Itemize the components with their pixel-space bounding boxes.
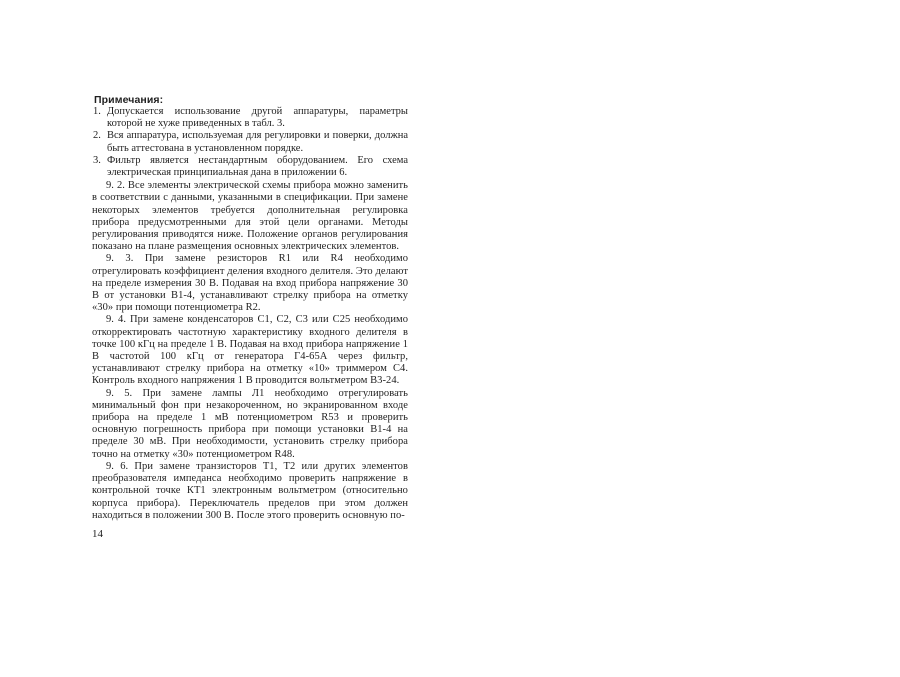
note-number: 3. [93,154,101,166]
note-text: Вся аппаратура, используемая для регулировки и поверки, должна быть аттестована в установленном порядке. [107,130,408,154]
note-number: 1. [93,106,101,117]
paragraph-9-4: 9. 4. При замене конденсаторов С1, С2, С3 или С25 необходимо откорректировать частотную характеристику входного делителя в точке 100 кГц на пределе 1 В. Подавая на вход прибора напряжение 1 В частотой 100 кГц от генератора Г4-65А через фильтр, устанавливают стрелку прибора на отметку «10» триммером С4. Контроль входного напряжения 1 В проводится вольтметром В3-24. [92,314,408,387]
notes-title: Примечания: [94,94,164,106]
paragraph-9-3: 9. 3. При замене резисторов R1 или R4 необходимо отрегулировать коэффициент деления входного делителя. Это делают на пределе измерения 30 В. Подавая на вход прибора напряжение 30 В от установки В1-4, устанавливают стрелку прибора на отметку «30» при помощи потенциометра R2. [92,253,408,314]
note-item [92,155,408,179]
note-item [92,106,408,130]
paragraph-9-6: 9. 6. При замене транзисторов Т1, Т2 или других элементов преобразователя импеданса необходимо проверить напряжение в контрольной точке КТ1 электронным вольтметром (относительно корпуса прибора). Переключатель пределов при этом должен находиться в положении 300 В. После этого проверить основную по- [92,460,408,521]
paragraph-9-5: 9. 5. При замене лампы Л1 необходимо отрегулировать минимальный фон при незакороченном, но экранированном входе прибора на пределе 1 мВ потенциометром R53 и проверить основную погрешность прибора при помощи установки В1-4 на пределе 30 мВ. При необходимости, установить стрелку прибора точно на отметку «30» потенциометром R48. [92,387,408,460]
note-text: Фильтр является нестандартным оборудованием. Его схема электрическая принципиальная дана в приложении 6. [107,154,408,179]
page-number: 14 [92,527,103,540]
note-number: 2. [93,130,101,142]
paragraph-9-2: 9. 2. Все элементы электрической схемы прибора можно заменить в соответствии с данными, указанными в спецификации. При замене некоторых элементов требуется дополнительная регулировка прибора предусмотренными для этой цели органами. Методы регулирования приводятся ниже. Положение органов регулирования показано на плане размещения основных электрических элементов. [92,180,408,253]
document-page [92,94,408,540]
note-text: Допускается использование другой аппаратуры, параметры которой не хуже приведенных в табл. 3. [107,106,408,130]
note-item [92,130,408,154]
